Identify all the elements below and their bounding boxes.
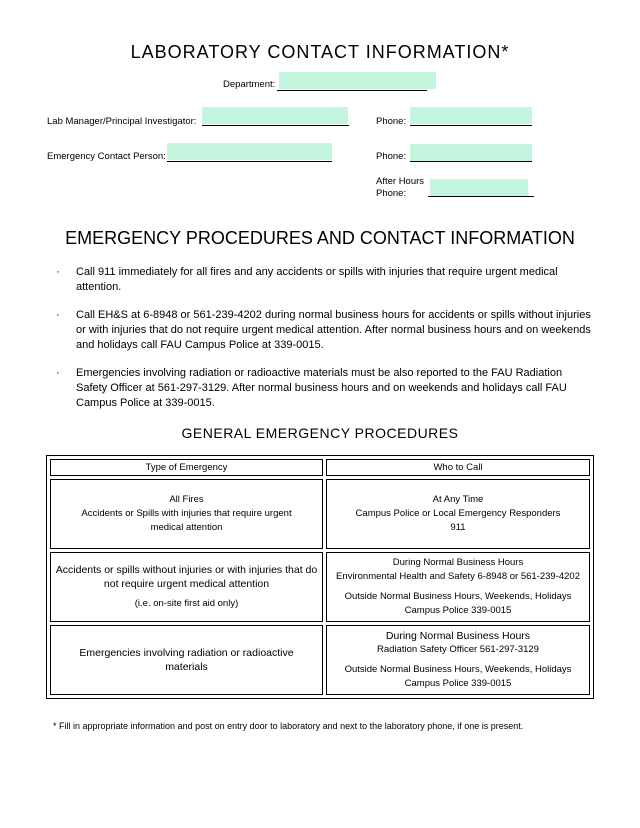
after-hours-label: After Hours: [376, 176, 425, 187]
row2-who-cell: [326, 552, 590, 622]
row2-who-after-number: Campus Police 339-0015: [404, 605, 512, 616]
row1-type-cell: [50, 479, 323, 549]
department-underline: [277, 90, 427, 91]
row3-who-cell: [326, 625, 590, 695]
manager-label: Lab Manager/Principal Investigator:: [47, 116, 197, 127]
table-row: [50, 625, 590, 695]
row3-type-cell: [50, 625, 323, 695]
bullet-list: [48, 265, 593, 424]
bullet-text: Call EH&S at 6-8948 or 561-239-4202 during normal business hours for accidents or spills without injuries or with injuries that do not require urgent medical attention. After normal business hours and on weekends and holidays call FAU Campus Police at 339-0015.: [76, 309, 591, 351]
row1-who-number: 911: [450, 522, 466, 533]
row2-who-after: Outside Normal Business Hours, Weekends, Holidays: [344, 591, 572, 602]
emergency-contact-label: Emergency Contact Person:: [47, 151, 166, 162]
row3-type-title: Emergencies involving radiation or radioactive materials: [79, 647, 294, 673]
department-field[interactable]: [279, 72, 436, 89]
row2-type-cell: [50, 552, 323, 622]
lab-contact-title: LABORATORY CONTACT INFORMATION*: [130, 42, 510, 62]
row1-type-detail: Accidents or Spills with injuries that require urgent medical attention: [81, 508, 292, 533]
row1-type-title: All Fires: [169, 494, 204, 505]
header-type: Type of Emergency: [50, 459, 323, 476]
list-item: [48, 366, 593, 411]
footnote: * Fill in appropriate information and post on entry door to laboratory and next to the laboratory phone, if one is present.: [53, 721, 524, 731]
row3-who-title: During Normal Business Hours: [385, 630, 531, 642]
row3-who-detail: Radiation Safety Officer 561-297-3129: [377, 644, 539, 655]
after-hours-phone-label: Phone:: [376, 188, 407, 199]
bullet-text: Emergencies involving radiation or radioactive materials must be also reported to the FAU Radiation Safety Officer at 561-297-3129. After normal business hours and on weekends and holidays call FAU Campus Police at 339-0015.: [76, 367, 567, 409]
section-title: EMERGENCY PROCEDURES AND CONTACT INFORMATION: [65, 228, 575, 248]
manager-field[interactable]: [202, 107, 348, 124]
emergency-contact-field[interactable]: [167, 143, 332, 160]
row1-who-cell: [326, 479, 590, 549]
table-row: [50, 479, 590, 549]
list-item: [48, 308, 593, 353]
after-hours-phone-underline: [428, 196, 534, 197]
row3-who-after-number: Campus Police 339-0015: [404, 678, 512, 689]
bullet-icon: ·: [56, 309, 60, 321]
bullet-text: Call 911 immediately for all fires and any accidents or spills with injuries that require urgent medical attention.: [76, 266, 558, 293]
row1-who-title: At Any Time: [432, 494, 484, 505]
row3-who-after: Outside Normal Business Hours, Weekends, Holidays: [344, 664, 572, 675]
table-header-row: [50, 459, 590, 476]
emergency-phone-field[interactable]: [410, 144, 532, 161]
emergency-phone-underline: [410, 161, 532, 162]
department-label: Department:: [223, 79, 276, 90]
emergency-contact-underline: [167, 161, 332, 162]
table-row: [50, 552, 590, 622]
manager-phone-underline: [410, 125, 532, 126]
header-who: Who to Call: [326, 459, 590, 476]
list-item: [48, 265, 593, 295]
manager-phone-label: Phone:: [376, 116, 407, 127]
manager-underline: [202, 125, 349, 126]
row2-who-detail: Environmental Health and Safety 6-8948 or 561-239-4202: [336, 571, 580, 582]
procedures-table: [46, 455, 594, 699]
row1-who-detail: Campus Police or Local Emergency Responders: [355, 508, 561, 519]
row2-type-title: Accidents or spills without injuries or with injuries that do not require urgent medical attention: [55, 564, 318, 590]
manager-phone-field[interactable]: [410, 107, 532, 124]
bullet-icon: ·: [56, 367, 60, 379]
row2-who-title: During Normal Business Hours: [392, 557, 524, 568]
row2-type-detail: (i.e. on-site first aid only): [134, 598, 239, 609]
bullet-icon: ·: [56, 266, 60, 278]
emergency-phone-label: Phone:: [376, 151, 407, 162]
table-title: GENERAL EMERGENCY PROCEDURES: [181, 425, 459, 441]
after-hours-phone-field[interactable]: [430, 179, 528, 196]
